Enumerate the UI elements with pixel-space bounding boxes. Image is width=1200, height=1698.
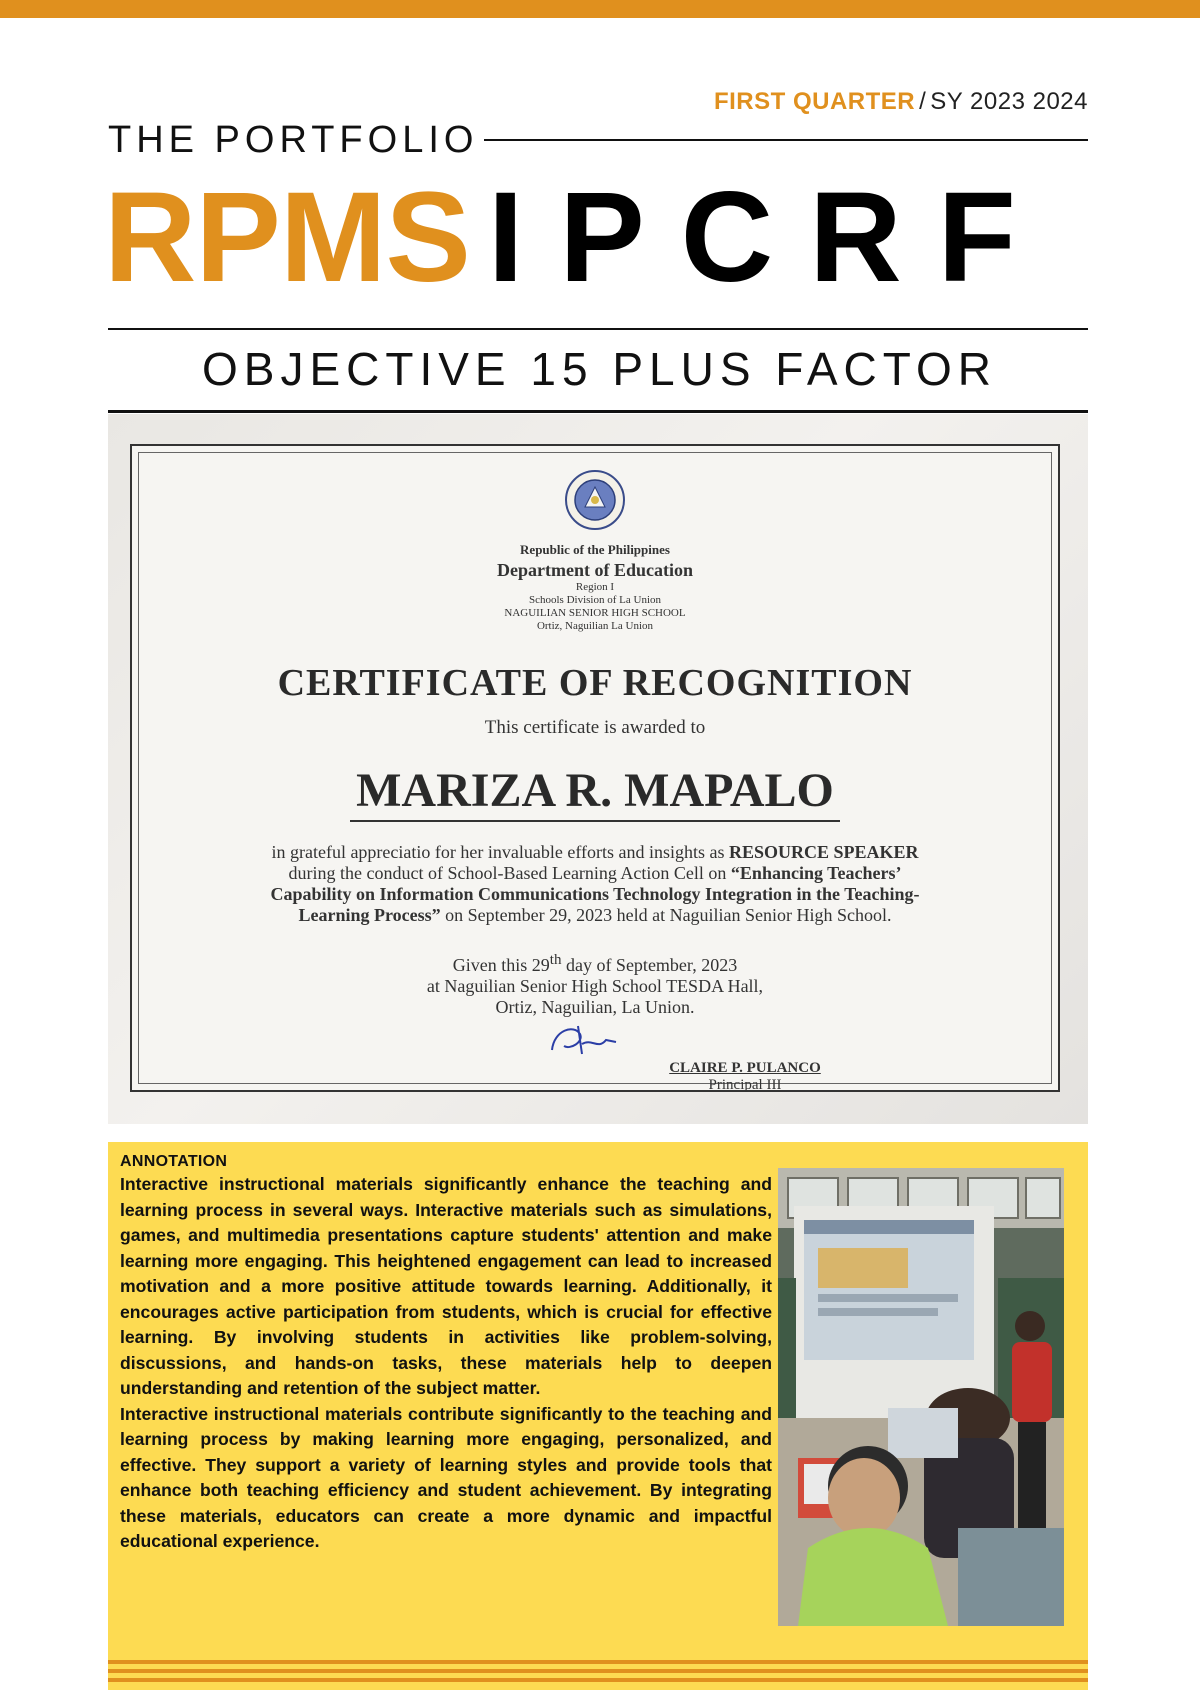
stripe-1 — [108, 1660, 1088, 1664]
cert-given-post: day of September, 2023 — [565, 955, 738, 975]
cert-given-place: Ortiz, Naguilian, La Union. — [495, 997, 695, 1017]
cert-given-pre: Given this 29 — [452, 955, 550, 975]
cert-title: CERTIFICATE OF RECOGNITION — [277, 662, 913, 704]
cert-region: Region I — [575, 581, 615, 593]
cert-given-sup: th — [549, 952, 562, 968]
annotation-heading: ANNOTATION — [120, 1153, 228, 1170]
cert-role: RESOURCE SPEAKER — [728, 842, 919, 862]
cert-body-2: during the conduct of School-Based Learning Action Cell on — [288, 863, 727, 883]
portfolio-rule — [484, 139, 1088, 141]
cert-awardee: MARIZA R. MAPALO — [350, 763, 840, 822]
deped-seal-icon — [564, 469, 626, 531]
cert-given-date — [139, 950, 1051, 976]
cert-awarded-line: This certificate is awarded to — [484, 717, 706, 738]
cert-topic: “Enhancing Teachers’ Capability on Information Communications Technology Integration in the Teaching-Learning Process” — [270, 863, 920, 925]
classroom-photo-illustration — [778, 1168, 1064, 1626]
cert-given — [139, 950, 1051, 1018]
portfolio-label: THE PORTFOLIO — [108, 118, 479, 161]
quarter-label — [714, 88, 1088, 116]
stripe-2 — [108, 1669, 1088, 1673]
certificate-frame — [130, 444, 1060, 1092]
quarter-slash: / — [919, 88, 927, 115]
cert-body-1: in grateful appreciatio for her invaluable efforts and insights as — [271, 842, 725, 862]
annotation-paragraph-2: Interactive instructional materials contribute significantly to the teaching and learning process by making learning more engaging, personalized, and effective. They support a variety of learning styles and provide tools that enhance both teaching efficiency and student achievement. By integrating these materials, educators can create a more dynamic and impactful educational experience. — [120, 1403, 772, 1551]
certificate-body — [138, 452, 1052, 1093]
cert-position: Principal III — [708, 1077, 782, 1093]
signature-scribble-icon — [544, 1020, 634, 1060]
stripe-3 — [108, 1678, 1088, 1682]
cert-division: Schools Division of La Union — [529, 594, 661, 606]
annotation-paragraph-1: Interactive instructional materials significantly enhance the teaching and learning process in several ways. Interactive materials such as simulations, games, and multimedia presentations capture students' attention and make learning more engaging. This heightened engagement can lead to increased motivation and a more positive attitude towards learning. Additionally, it encourages active participation from students, which is crucial for effective learning. By involving students in activities like problem-solving, discussions, and hands-on tasks, these materials help to deepen understanding and retention of the subject matter. — [120, 1174, 772, 1398]
title-ipcrf: IPCRF — [487, 166, 1052, 309]
cert-given-venue: at Naguilian Senior High School TESDA Hall, — [426, 976, 764, 996]
quarter-text: FIRST QUARTER — [713, 88, 916, 115]
certificate-photo — [108, 414, 1088, 1124]
annotation-panel — [108, 1142, 1088, 1690]
title-rpms: RPMS — [104, 166, 470, 309]
objective-heading: OBJECTIVE 15 PLUS FACTOR — [202, 343, 998, 395]
classroom-photo — [778, 1168, 1064, 1626]
signature-mark — [139, 1024, 1051, 1060]
divider-top — [108, 328, 1088, 330]
portfolio-heading — [108, 120, 1088, 160]
divider-bottom — [108, 410, 1088, 413]
cert-signatory: CLAIRE P. PULANCO — [669, 1060, 821, 1076]
cert-republic: Republic of the Philippines — [520, 542, 670, 557]
school-year-text: SY 2023 2024 — [930, 88, 1088, 115]
cert-address: Ortiz, Naguilian La Union — [536, 620, 654, 632]
cert-school: NAGUILIAN SENIOR HIGH SCHOOL — [504, 607, 686, 619]
bottom-stripes — [108, 1660, 1088, 1687]
annotation-text — [120, 1152, 772, 1555]
cert-department: Department of Education — [497, 560, 693, 580]
page-title — [104, 168, 1052, 308]
cert-body-3: on September 29, 2023 held at Naguilian Senior High School. — [445, 905, 892, 925]
cert-citation — [265, 842, 925, 926]
top-accent-bar — [0, 0, 1200, 18]
